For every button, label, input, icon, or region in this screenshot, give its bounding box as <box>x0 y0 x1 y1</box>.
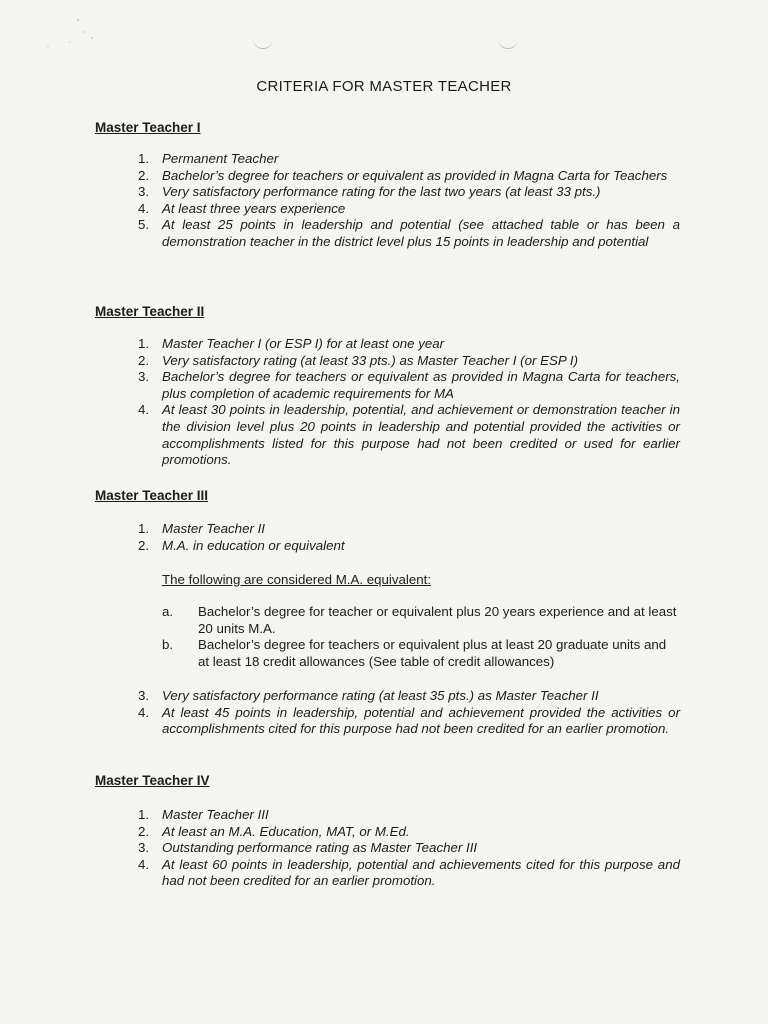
mt1-criteria-list <box>138 151 680 251</box>
section-heading-mt4: Master Teacher IV <box>95 773 210 788</box>
mt3-criteria-list <box>138 521 680 554</box>
section-heading-mt2: Master Teacher II <box>95 304 205 319</box>
list-item: 4. At least 60 points in leadership, potential and achievements cited for this purpose and had not been credited for an earlier promotion. <box>138 856 680 889</box>
punch-hole-mark <box>253 20 273 49</box>
ma-equivalent-list <box>162 604 680 670</box>
list-item: 3. Very satisfactory performance rating for the last two years (at least 33 pts.) <box>138 184 601 200</box>
mt3-criteria-list-continued <box>138 688 680 738</box>
list-item: 1. Master Teacher I (or ESP I) for at least one year <box>138 336 445 351</box>
list-item: 2. Very satisfactory rating (at least 33 pts.) as Master Teacher I (or ESP I) <box>138 352 579 368</box>
list-item: 4. At least 45 points in leadership, potential and achievement provided the activities or accomplishments cited for this purpose had not been credited for an earlier promotion. <box>138 704 680 737</box>
ma-equivalent-note: The following are considered M.A. equivalent: <box>162 572 432 587</box>
list-item: 5. At least 25 points in leadership and potential (see attached table or has been a demonstration teacher in the district level plus 15 points in leadership and potential <box>138 217 680 249</box>
list-item: 3. Bachelor’s degree for teachers or equivalent as provided in Magna Carta for teachers, plus completion of academic requirements for MA <box>138 369 680 401</box>
list-item: 4. At least three years experience <box>138 200 346 216</box>
list-item: b. Bachelor’s degree for teachers or equivalent plus at least 20 graduate units and at least 18 credit allowances (See table of credit allowances) <box>162 637 667 669</box>
list-item: a. Bachelor’s degree for teacher or equivalent plus 20 years experience and at least 20 units M.A. <box>162 604 677 636</box>
list-item: 2. At least an M.A. Education, MAT, or M.Ed. <box>138 823 410 839</box>
section-heading-mt3: Master Teacher III <box>95 488 209 503</box>
list-item: 2. M.A. in education or equivalent <box>138 537 345 553</box>
punch-hole-mark <box>498 20 518 49</box>
mt4-criteria-list <box>138 807 680 890</box>
scan-specks <box>40 12 110 62</box>
mt2-criteria-list <box>138 336 680 469</box>
list-item: 3. Very satisfactory performance rating (at least 35 pts.) as Master Teacher II <box>138 688 599 703</box>
list-item: 1. Permanent Teacher <box>138 151 279 166</box>
list-item: 3. Outstanding performance rating as Master Teacher III <box>138 840 478 856</box>
list-item: 1. Master Teacher II <box>138 521 265 536</box>
list-item: 1. Master Teacher III <box>138 807 269 822</box>
section-heading-mt1: Master Teacher I <box>95 120 201 135</box>
list-item: 2. Bachelor’s degree for teachers or equivalent as provided in Magna Carta for Teachers <box>138 167 668 183</box>
page-title: CRITERIA FOR MASTER TEACHER <box>256 78 512 95</box>
list-item: 4. At least 30 points in leadership, potential, and achievement or demonstration teacher in the division level plus 20 points in leadership and potential provided the activities or accomplishments listed for this purpose had not been credited or used for earlier promotions. <box>138 402 680 468</box>
